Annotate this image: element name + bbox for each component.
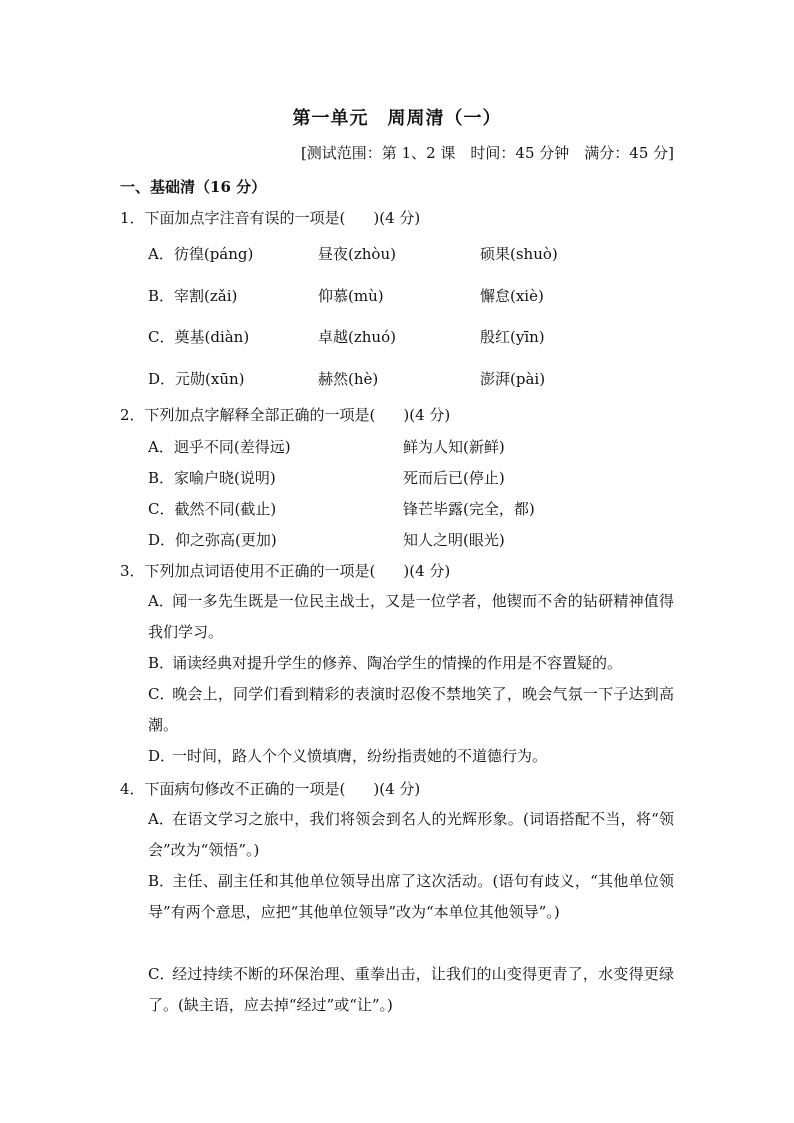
- question-3-stem: 3．下列加点词语使用不正确的一项是( )(4 分): [120, 562, 451, 580]
- q3-option-d: D．一时间，路人个个义愤填膺，纷纷指责她的不道德行为。: [148, 747, 548, 765]
- q1-option-d: D．元勋(xūn): [148, 370, 245, 388]
- q2-option-a-item2: 鲜为人知(新鲜): [403, 438, 505, 456]
- q1-option-b-item3: 懈怠(xiè): [480, 287, 544, 305]
- q4-option-c: C．经过持续不断的环保治理、重拳出击，让我们的山变得更青了，水变得更绿了。(缺主语，应去掉“经过”或“让”。): [148, 965, 674, 1014]
- q2-option-d: D．仰之弥高(更加): [148, 531, 277, 549]
- q3-option-c: C．晚会上，同学们看到精彩的表演时忍俊不禁地笑了，晚会气氛一下子达到高潮。: [148, 685, 674, 734]
- q2-option-c-item2: 锋芒毕露(完全，都): [403, 500, 535, 518]
- q1-option-b: B．宰割(zǎi): [148, 287, 238, 305]
- q3-option-b: B．诵读经典对提升学生的修养、陶冶学生的情操的作用是不容置疑的。: [148, 654, 623, 672]
- q1-option-d-item2: 赫然(hè): [318, 370, 379, 388]
- q1-option-a-item3: 硕果(shuò): [480, 245, 558, 263]
- q1-option-a-item2: 昼夜(zhòu): [318, 245, 396, 263]
- q1-option-c: C．奠基(diàn): [148, 328, 250, 346]
- q1-option-c-item3: 殷红(yīn): [480, 328, 545, 346]
- q1-option-a: A．彷徨(páng): [148, 245, 254, 263]
- question-2-stem: 2．下列加点字解释全部正确的一项是( )(4 分): [120, 406, 451, 424]
- q2-option-c: C．截然不同(截止): [148, 500, 277, 518]
- test-scope: [测试范围：第 1、2 课 时间：45 分钟 满分：45 分]: [300, 144, 674, 162]
- q4-option-b: B．主任、副主任和其他单位领导出席了这次活动。(语句有歧义，“其他单位领导”有两个意思，应把“其他单位领导”改为“本单位其他领导”。): [148, 872, 674, 921]
- q2-option-b: B．家喻户晓(说明): [148, 469, 276, 487]
- q1-option-c-item2: 卓越(zhuó): [318, 328, 396, 346]
- q4-option-a: A．在语文学习之旅中，我们将领会到名人的光辉形象。(词语搭配不当，将“领会”改为“领悟”。): [148, 810, 674, 859]
- q2-option-a: A．迥乎不同(差得远): [148, 438, 291, 456]
- q3-option-a: A．闻一多先生既是一位民主战士，又是一位学者，他锲而不舍的钻研精神值得我们学习。: [148, 592, 674, 641]
- q2-option-d-item2: 知人之明(眼光): [403, 531, 505, 549]
- question-4-stem: 4．下面病句修改不正确的一项是( )(4 分): [120, 780, 421, 798]
- question-1-stem: 1．下面加点字注音有误的一项是( )(4 分): [120, 209, 421, 227]
- q1-option-d-item3: 澎湃(pài): [480, 370, 546, 388]
- q2-option-b-item2: 死而后已(停止): [403, 469, 505, 487]
- section-heading: 一、基础清（16 分）: [120, 178, 267, 196]
- q1-option-b-item2: 仰慕(mù): [318, 287, 384, 305]
- page-title: 第一单元 周周清（一）: [292, 108, 502, 129]
